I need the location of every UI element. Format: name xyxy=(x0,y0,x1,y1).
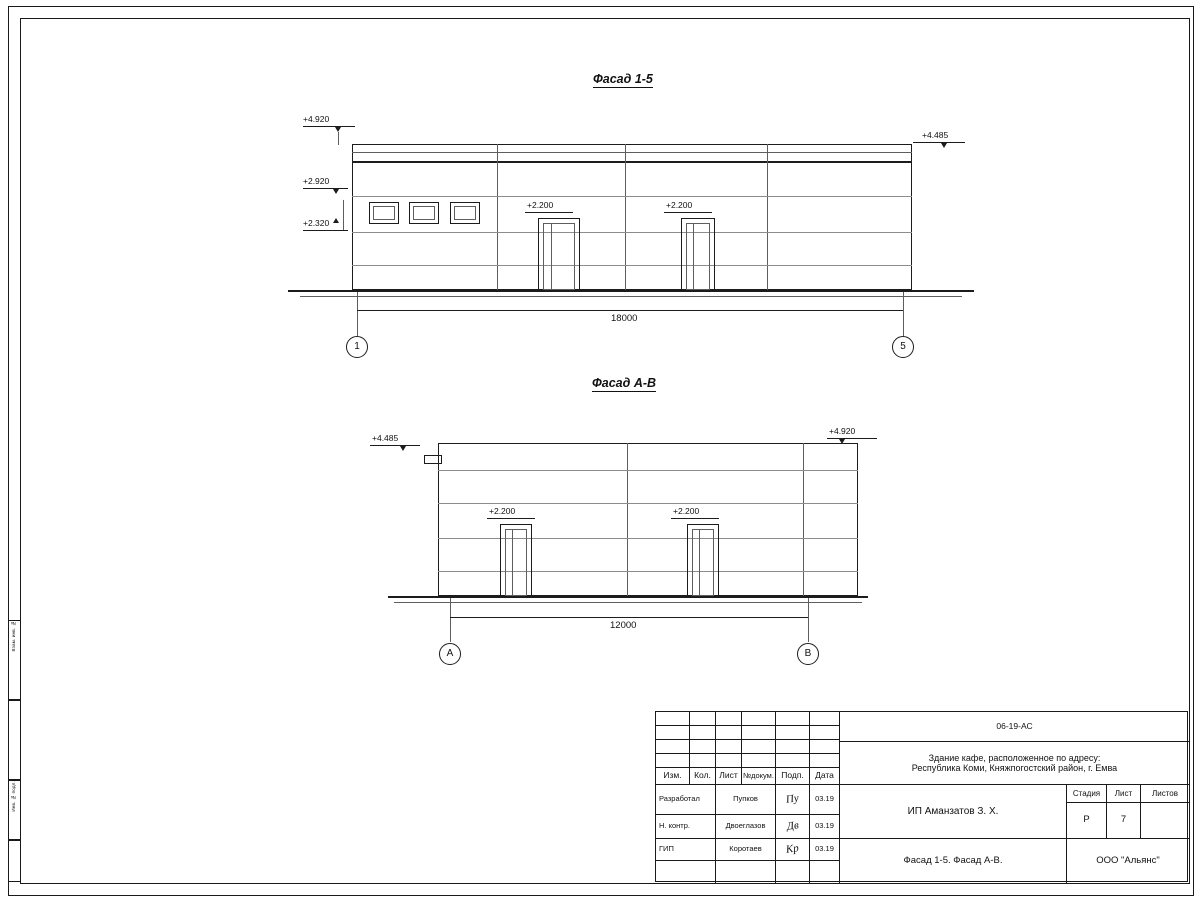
facadeav-roof-line xyxy=(438,443,858,444)
facade15-door-2-leaf xyxy=(686,223,710,290)
role-3-signature xyxy=(776,839,810,861)
signature-glyph-2: Дв xyxy=(785,819,800,833)
facade15-band-3 xyxy=(352,265,912,266)
role-2-signature xyxy=(776,815,810,839)
role-3-name: Коротаев xyxy=(716,839,776,861)
facade15-door-1-mullion xyxy=(551,223,552,290)
facadeav-axis-ext-a xyxy=(450,598,451,642)
role-1-date: 03.19 xyxy=(810,785,840,815)
facade15-level-2920: +2.920 xyxy=(303,176,330,186)
role-2-date: 03.19 xyxy=(810,815,840,839)
facadeav-door-1-mullion xyxy=(512,529,513,596)
left-strip-cell-3 xyxy=(8,780,20,840)
revision-grid-r3c1 xyxy=(656,740,690,754)
facade15-door-level-2: +2.200 xyxy=(666,200,693,210)
facadeav-joint-1 xyxy=(627,443,628,596)
facade15-level-4485: +4.485 xyxy=(922,130,949,140)
revision-grid-r3c2 xyxy=(690,740,716,754)
role-2-name: Двоеглазов xyxy=(716,815,776,839)
facade15-ground-line xyxy=(288,290,974,292)
role-1-name: Пупков xyxy=(716,785,776,815)
facadeav-ground-line-2 xyxy=(394,602,862,603)
role-4-name xyxy=(716,861,776,883)
stage-header: Стадия xyxy=(1067,785,1107,803)
facade15-window-1-inner xyxy=(373,206,395,220)
revision-grid-r1c3 xyxy=(716,712,742,726)
object-name-line-2: Республика Коми, Княжпогостский район, г. Емва xyxy=(911,763,1118,773)
left-strip-cell-2 xyxy=(8,700,20,780)
revision-header-nodok: №докум. xyxy=(742,768,776,785)
facade15-level-4485-arrow xyxy=(941,143,947,148)
facade15-window-2-inner xyxy=(413,206,435,220)
facade15-door-level-1: +2.200 xyxy=(527,200,554,210)
facadeav-level-4485-line xyxy=(370,445,420,446)
facadeav-band-2 xyxy=(438,503,858,504)
revision-header-izm: Изм. xyxy=(656,768,690,785)
facade15-door-2-mullion xyxy=(693,223,694,290)
facade15-door-1-leaf xyxy=(543,223,575,290)
revision-grid-r3c3 xyxy=(716,740,742,754)
revision-grid-r2c4 xyxy=(742,726,776,740)
facade15-dim-label: 18000 xyxy=(611,313,638,324)
facadeav-door-1-leaf xyxy=(505,529,527,596)
facadeav-door-2-leaf xyxy=(692,529,714,596)
revision-grid-r1c2 xyxy=(690,712,716,726)
revision-grid-r4c5 xyxy=(776,754,810,768)
facadeav-roof-vent xyxy=(424,455,442,464)
facadeav-axis-circle-v: В xyxy=(797,643,819,665)
role-1-title: Разработал xyxy=(656,785,716,815)
revision-grid-r3c4 xyxy=(742,740,776,754)
revision-grid-r4c3 xyxy=(716,754,742,768)
facade15-level-2320-line xyxy=(303,230,348,231)
sheet-value: 7 xyxy=(1107,803,1141,839)
facade15-level-2920-line xyxy=(303,188,348,189)
facade15-band-2 xyxy=(352,232,912,233)
revision-grid-r2c3 xyxy=(716,726,742,740)
facadeav-ground-line xyxy=(388,596,868,598)
object-name xyxy=(840,742,1189,785)
title-block xyxy=(655,711,1188,882)
revision-grid-r2c1 xyxy=(656,726,690,740)
revision-grid-r4c2 xyxy=(690,754,716,768)
facadeav-door-level-2-line xyxy=(671,518,719,519)
facade15-axis-circle-5: 5 xyxy=(892,336,914,358)
facade15-level-2320-arrow xyxy=(333,218,339,223)
revision-grid-r2c2 xyxy=(690,726,716,740)
facade15-level-4485-line xyxy=(913,142,965,143)
facadeav-level-4485-arrow xyxy=(400,446,406,451)
facadeav-band-1 xyxy=(438,470,858,471)
revision-grid-r1c6 xyxy=(810,712,840,726)
facade15-ground-line-2 xyxy=(300,296,962,297)
view-title-facade-1-5: Фасад 1-5 xyxy=(593,72,653,86)
revision-header-data: Дата xyxy=(810,768,840,785)
facadeav-door-level-1: +2.200 xyxy=(489,506,516,516)
facade15-wall xyxy=(352,162,912,290)
revision-grid-r2c6 xyxy=(810,726,840,740)
revision-grid-r3c5 xyxy=(776,740,810,754)
revision-grid-r1c1 xyxy=(656,712,690,726)
facade15-door-level-1-line xyxy=(525,212,573,213)
role-3-date: 03.19 xyxy=(810,839,840,861)
revision-grid-r4c6 xyxy=(810,754,840,768)
facade15-parapet-band xyxy=(352,152,912,153)
signature-glyph-3: Кр xyxy=(785,842,800,857)
sheets-header: Листов xyxy=(1141,785,1189,803)
revision-header-podp: Подп. xyxy=(776,768,810,785)
sheet-header: Лист xyxy=(1107,785,1141,803)
revision-grid-r1c5 xyxy=(776,712,810,726)
facadeav-dim-label: 12000 xyxy=(610,620,637,631)
revision-header-list: Лист xyxy=(716,768,742,785)
facadeav-axis-circle-a: А xyxy=(439,643,461,665)
facadeav-door-level-2: +2.200 xyxy=(673,506,700,516)
facade15-level-4920-line xyxy=(303,126,355,127)
revision-grid-r4c1 xyxy=(656,754,690,768)
facade15-joint-2 xyxy=(625,144,626,290)
revision-grid-r1c4 xyxy=(742,712,776,726)
facadeav-level-4920-arrow xyxy=(839,439,845,444)
role-2-title: Н. контр. xyxy=(656,815,716,839)
left-strip-cell-1 xyxy=(8,620,20,700)
sheets-value xyxy=(1141,803,1189,839)
revision-grid-r3c6 xyxy=(810,740,840,754)
company-name: ООО "Альянс" xyxy=(1096,854,1160,866)
facadeav-level-4485: +4.485 xyxy=(372,433,399,443)
signature-glyph-1: Пу xyxy=(785,792,800,807)
facadeav-door-level-1-line xyxy=(487,518,535,519)
facade15-axis-ext-2 xyxy=(903,292,904,336)
revision-header-kol: Кол. xyxy=(690,768,716,785)
facade15-joint-1 xyxy=(497,144,498,290)
role-4-date xyxy=(810,861,840,883)
left-strip-cell-4 xyxy=(8,840,20,882)
facade15-band-1 xyxy=(352,196,912,197)
client-name: ИП Аманзатов З. Х. xyxy=(840,785,1067,839)
facadeav-dim-line xyxy=(450,617,808,618)
revision-grid-r2c5 xyxy=(776,726,810,740)
facade15-level-2320-ext xyxy=(343,200,344,230)
facade15-level-4920: +4.920 xyxy=(303,114,330,124)
facade15-window-3-inner xyxy=(454,206,476,220)
facadeav-door-2-mullion xyxy=(699,529,700,596)
drawing-name: Фасад 1-5. Фасад А-В. xyxy=(840,839,1067,883)
view-title-facade-a-v: Фасад А-В xyxy=(592,376,657,390)
facade15-door-level-2-line xyxy=(664,212,712,213)
role-4-title xyxy=(656,861,716,883)
facadeav-level-4920: +4.920 xyxy=(829,426,856,436)
facadeav-level-4920-line xyxy=(827,438,877,439)
facade15-level-2320: +2.320 xyxy=(303,218,330,228)
facadeav-axis-ext-v xyxy=(808,598,809,642)
role-3-title: ГИП xyxy=(656,839,716,861)
stage-value: Р xyxy=(1067,803,1107,839)
object-name-line-1: Здание кафе, расположенное по адресу: xyxy=(928,752,1101,763)
left-strip-label-3: Инв. № подл. xyxy=(11,781,16,812)
revision-grid-r4c4 xyxy=(742,754,776,768)
facade15-joint-3 xyxy=(767,144,768,290)
facade15-level-2920-arrow xyxy=(333,189,339,194)
facade15-dim-line xyxy=(357,310,903,311)
left-strip-label-1: Взам. инв. № xyxy=(11,621,16,652)
facade15-parapet xyxy=(352,144,912,162)
document-code: 06-19-АС xyxy=(840,712,1189,742)
facade15-level-4920-ext xyxy=(338,132,339,145)
facade15-axis-circle-1: 1 xyxy=(346,336,368,358)
facade15-axis-ext-1 xyxy=(357,292,358,336)
role-1-signature xyxy=(776,785,810,815)
role-4-signature xyxy=(776,861,810,883)
facadeav-joint-2 xyxy=(803,443,804,596)
